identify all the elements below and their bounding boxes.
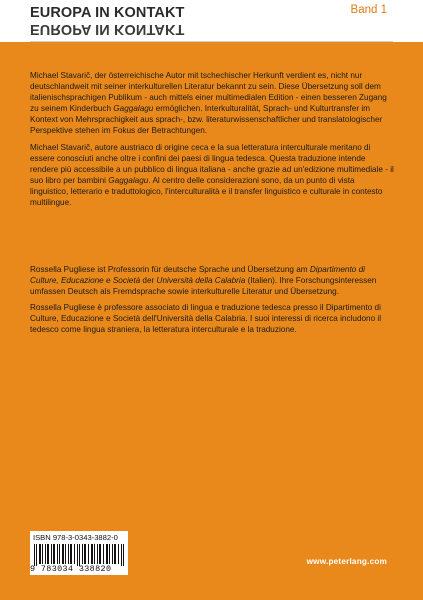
header-band (0, 0, 423, 40)
volume-label: Band 1 (350, 4, 387, 16)
series-title-mirror: EUROPA IN KONTAKT (30, 21, 185, 37)
book-title: Gaggalagu (113, 104, 154, 114)
isbn-number: ISBN 978-3-0343-3882-0 (33, 533, 118, 542)
author-bio-italian: Rossella Pugliese è professore associato di lingua e traduzione tedesca presso il Dipartimento di Culture, Educazione e Società dell'Università della Calabria. I suoi interessi di ricerca includono il tedesco come lingua straniera, la letteratura interculturale e la traduzione. (30, 303, 382, 335)
publisher-website: www.peterlang.com (306, 557, 387, 566)
book-title: Gaggalagu (108, 175, 149, 185)
abstract-section (30, 70, 394, 213)
isbn-barcode (30, 531, 128, 575)
barcode-digits: 9 783034 338820 (30, 564, 112, 574)
series-title: EUROPA IN KONTAKT (30, 5, 185, 21)
author-bio-german: Rossella Pugliese ist Professorin für deutsche Sprache und Übersetzung am Dipartimento di Culture, Educazione e Società der Università della Calabria (Italien). Ihre Forschungsinteressen umfassen Deutsch als Fremdsprache sowie interkulturelle Literatur und Übersetzung. (30, 265, 377, 297)
barcode-icon (34, 544, 124, 566)
author-bio-section (30, 264, 394, 341)
abstract-italian: Michael Stavarič, autore austriaco di origine ceca e la sua letteratura interculturale meritano di essere conosciuti anche oltre i confini dei paesi di lingua tedesca. Questa traduzione intende rendere più accessibile a un pubblico di lingua italiana - anche grazie ad un'edizione multimediale - il suo libro per bambini Gaggalagu. Al centro delle considerazioni sono, da un punto di vista linguistico, letterario e traduttologico, l'interculturalità e il transfer linguistico e culturale in contesto multilingue. (30, 142, 394, 208)
abstract-german: Michael Stavarič, der österreichische Autor mit tschechischer Herkunft verdient es, nicht nur deutschlandweit mit seiner interkulturellen Literatur bekannt zu sein. Diese Übersetzung soll dem italienischsprachigen Publikum - auch mittels einer multimedialen Edition - einen besseren Zugang zu seinem Kinderbuch Gaggalagu ermöglichen. Interkulturalität, Sprach- und Kulturtransfer im Kontext von Mehrsprachigkeit aus sprach-, bzw. literaturwissenschaftlicher und translatologischer Perspektive stehen im Fokus der Betrachtungen. (30, 71, 387, 136)
